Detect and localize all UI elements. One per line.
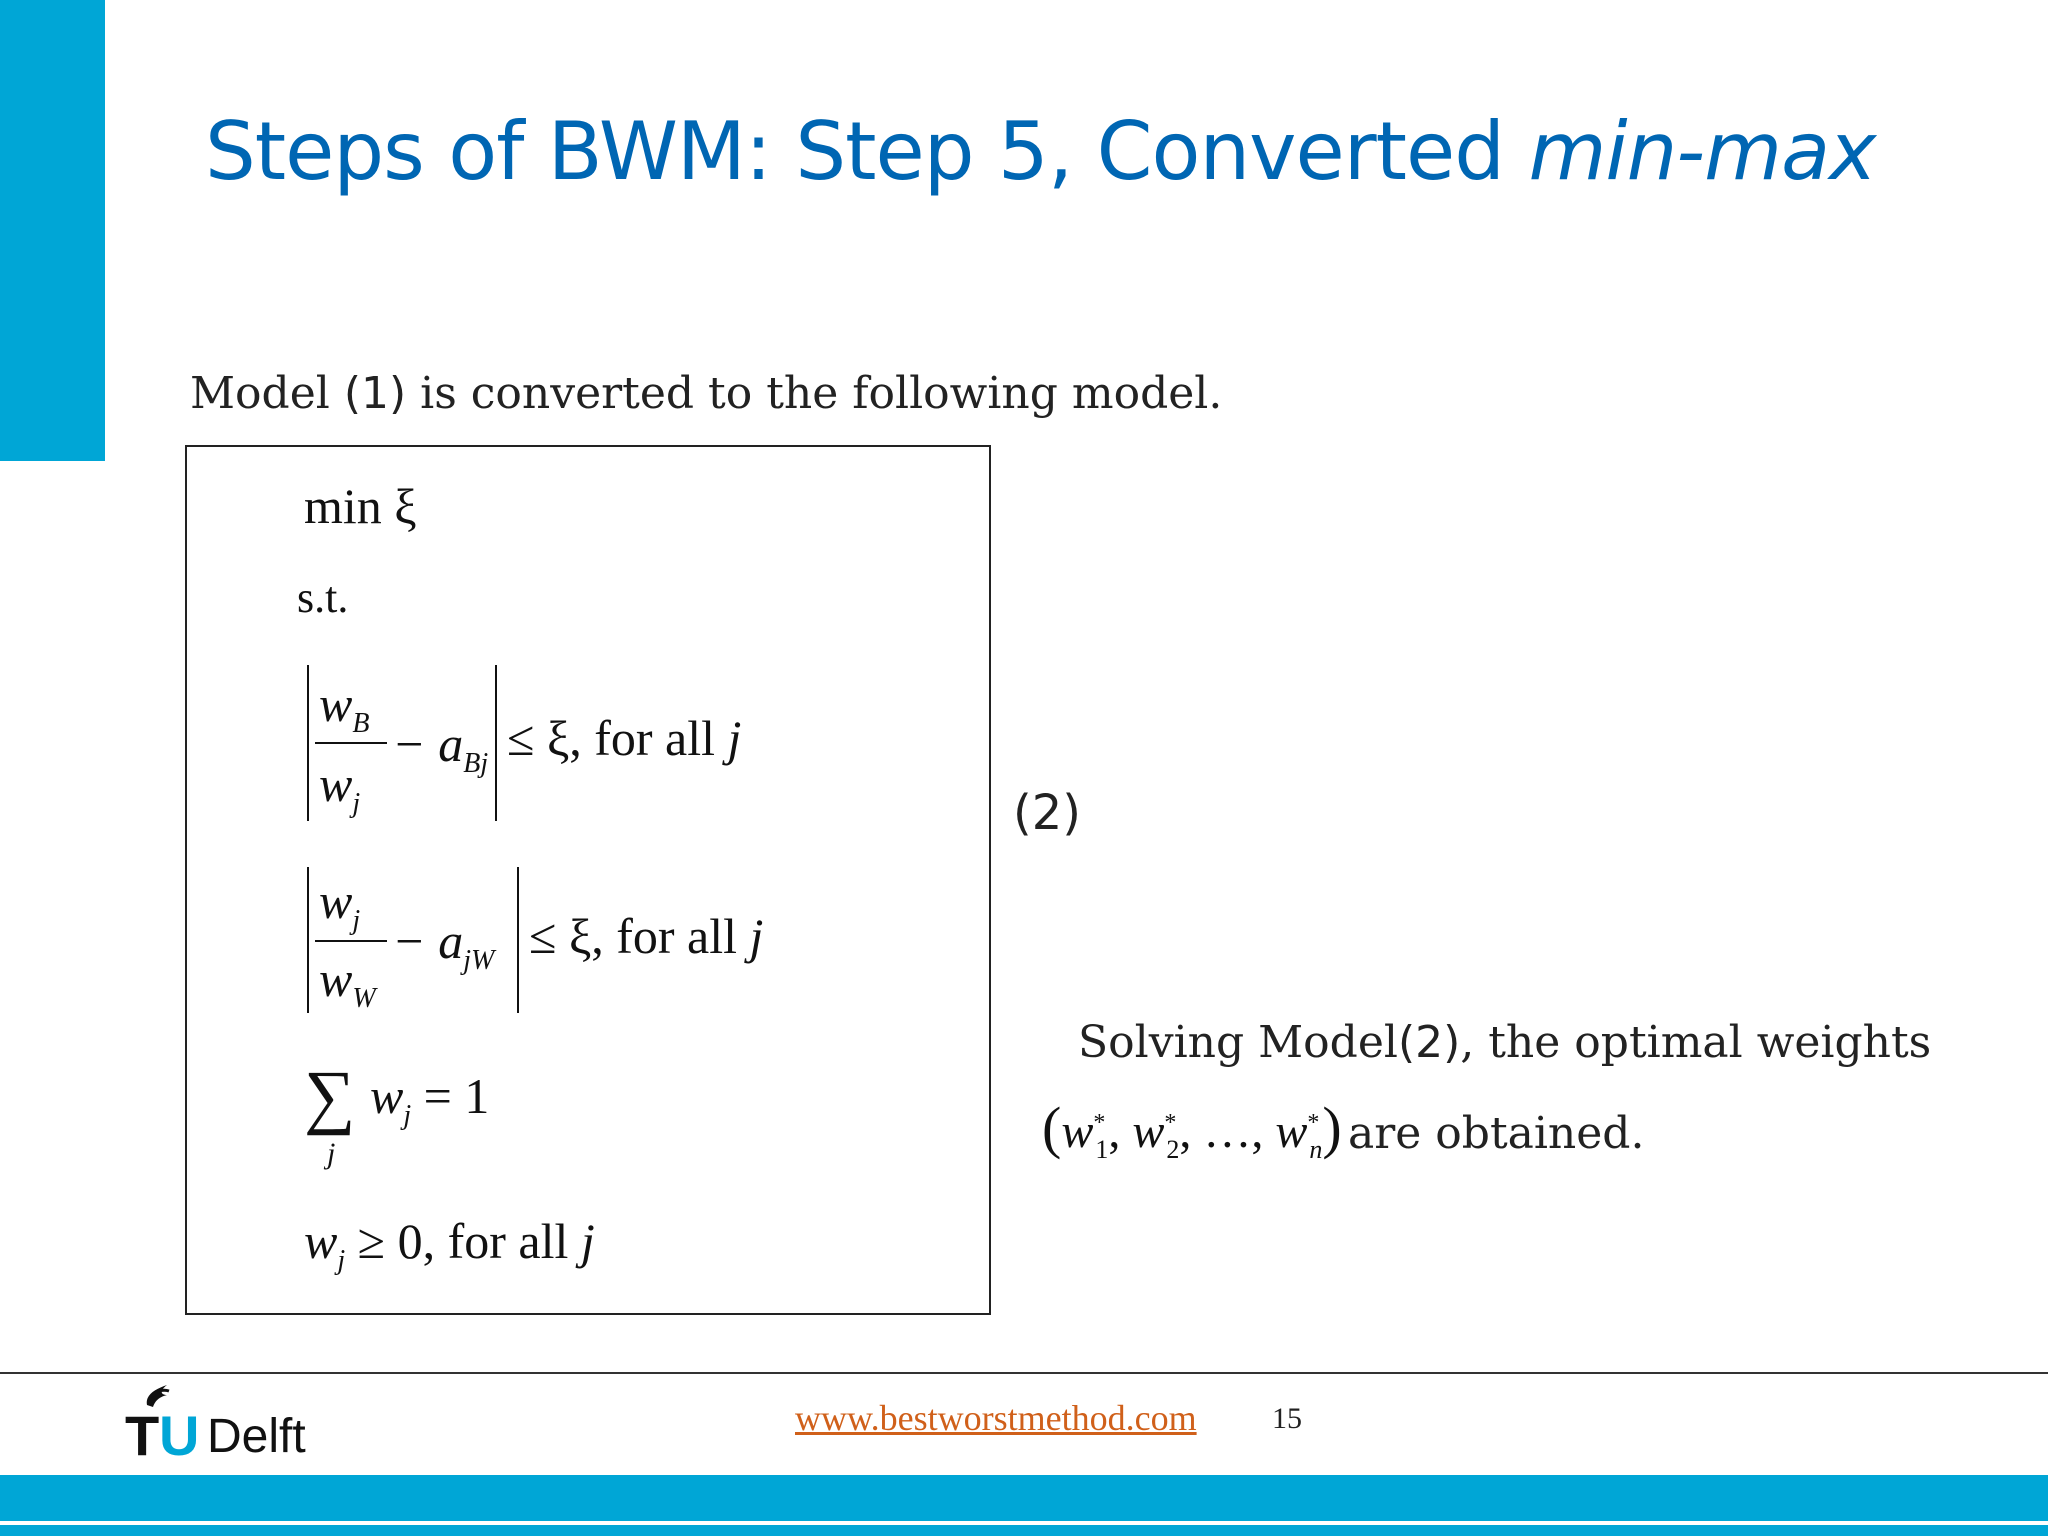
c2-numerator: $w_j$ bbox=[319, 873, 361, 936]
footer-band bbox=[0, 1475, 2048, 1521]
title-italic: min-max bbox=[1528, 105, 1876, 198]
intro-text bbox=[190, 368, 1222, 419]
sum-expression: $w_j = 1$ bbox=[370, 1068, 490, 1131]
slide-title bbox=[205, 105, 1875, 198]
sum-index: j bbox=[327, 1137, 336, 1170]
c2-tail: ≤ ξ, for all j bbox=[529, 908, 764, 964]
c1-fraction-line bbox=[315, 742, 387, 744]
c1-numerator: $w_B$ bbox=[319, 676, 370, 739]
logo-t: T bbox=[125, 1404, 160, 1467]
c2-fraction-line bbox=[315, 940, 387, 942]
objective: min ξ bbox=[304, 478, 417, 534]
intro-ref: (1) bbox=[343, 368, 407, 419]
solve-ref: (2) bbox=[1397, 1017, 1461, 1068]
equation-number: (2) bbox=[1013, 785, 1081, 841]
logo-word: Delft bbox=[207, 1410, 306, 1463]
intro-pre: Model bbox=[190, 368, 344, 419]
footer-divider bbox=[0, 1372, 2048, 1374]
page-number: 15 bbox=[1272, 1402, 1302, 1435]
c2-denominator: $w_W$ bbox=[319, 951, 376, 1014]
accent-bar bbox=[0, 0, 105, 461]
abs-bar-left bbox=[307, 665, 309, 821]
weights-vector: ($w^*_1$, $w^*_2$, …, $w^*_n$) bbox=[1042, 1095, 1342, 1164]
solve-text bbox=[1078, 1017, 1931, 1068]
title-main: Steps of BWM: Step 5, Converted bbox=[205, 105, 1529, 198]
solve-post: , the optimal weights bbox=[1460, 1017, 1932, 1068]
logo-u: U bbox=[159, 1404, 200, 1467]
abs-bar-right bbox=[495, 665, 497, 821]
model-box bbox=[185, 445, 991, 1315]
sum-sign: ∑ bbox=[304, 1056, 356, 1136]
intro-post: is converted to the following model. bbox=[406, 368, 1223, 419]
abs-bar-left bbox=[307, 867, 309, 1013]
obtained-text: are obtained. bbox=[1348, 1108, 1645, 1159]
tudelft-logo bbox=[125, 1383, 335, 1467]
c1-denominator: $w_j$ bbox=[319, 756, 361, 819]
subject-to: s.t. bbox=[297, 573, 349, 622]
footer-stripe bbox=[0, 1525, 2048, 1536]
website-link[interactable]: www.bestworstmethod.com bbox=[795, 1398, 1197, 1438]
abs-bar-right bbox=[517, 867, 519, 1013]
c2-minus-a: − $a_{jW}$ bbox=[392, 913, 495, 976]
constraint-nonneg: $w_j \ge 0$, for all j bbox=[304, 1213, 595, 1276]
solve-pre: Solving Model bbox=[1078, 1017, 1398, 1068]
c1-minus-a: − $a_{Bj}$ bbox=[392, 716, 489, 779]
c1-tail: ≤ ξ, for all j bbox=[507, 710, 742, 766]
